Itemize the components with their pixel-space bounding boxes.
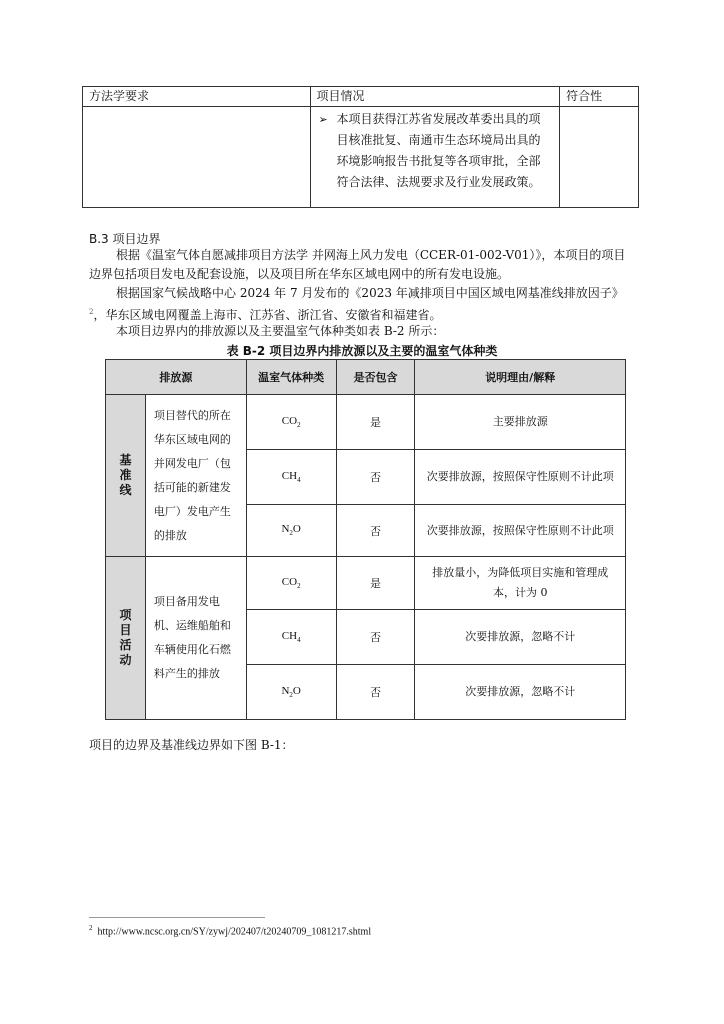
paragraph-grid-factor-text: 根据国家气候战略中心 2024 年 7 月发布的《2023 年减排项目中国区域电网基准线排放因子》 [116,286,624,300]
figure-intro: 项目的边界及基准线边界如下图 B-1： [89,738,294,752]
footnote-url[interactable]: http://www.ncsc.org.cn/SY/zywj/202407/t20240709_1081217.shtml [97,926,372,938]
method-requirement-cell [83,107,311,208]
header-method-requirement: 方法学要求 [83,87,311,107]
project-status-cell [310,107,560,208]
paragraph-boundary: 根据《温室气体自愿减排项目方法学 并网海上风力发电（CCER-01-002-V01）》，本项目的项目边界包括项目发电及配套设施，以及项目所在华东区域电网中的所有发电设施。 [89,248,626,281]
gas-cell: $N_2O$ [246,665,336,720]
table-header-row [83,87,639,107]
header-compliance: 符合性 [560,87,639,107]
header-explanation: 说明理由/解释 [415,360,626,395]
table-header-row [106,360,626,395]
source-description-baseline: 项目替代的所在华东区域电网的并网发电厂（包括可能的新建发电厂）发电产生的排放 [145,395,246,557]
paragraph-grid-coverage: ，华东区域电网覆盖上海市、江苏省、浙江省、安徽省和福建省。 [93,308,442,322]
reason-cell: 主要排放源 [415,395,626,450]
source-description-project: 项目备用发电机、运维船舶和车辆使用化石燃料产生的排放 [145,557,246,720]
reason-cell: 次要排放源，按照保守性原则不计此项 [415,505,626,557]
included-cell: 是 [336,557,415,610]
method-requirements-table [82,86,639,208]
reason-cell: 次要排放源，忽略不计 [415,610,626,665]
included-cell: 否 [336,610,415,665]
arrow-bullet-icon: ➢ [318,113,328,126]
footnote-number: 2 [89,924,93,932]
gas-cell: $CH_4$ [246,610,336,665]
reason-cell: 次要排放源，忽略不计 [415,665,626,720]
group-label-baseline: 基准线 [106,395,146,557]
table-caption: 表 B-2 项目边界内排放源以及主要的温室气体种类 [226,344,498,358]
footnote [89,924,371,937]
included-cell: 否 [336,450,415,505]
group-label-project-activity: 项目活动 [106,557,146,720]
included-cell: 是 [336,395,415,450]
table-row [83,107,639,208]
table-row [106,395,626,450]
header-gas-type: 温室气体种类 [246,360,336,395]
header-included: 是否包含 [336,360,415,395]
header-project-status: 项目情况 [310,87,560,107]
footnote-ref: 2 [89,308,94,316]
header-emission-source: 排放源 [106,360,247,395]
reason-cell: 次要排放源，按照保守性原则不计此项 [415,450,626,505]
paragraph-table-intro: 本项目边界内的排放源以及主要温室气体种类如表 B-2 所示： [116,324,445,338]
compliance-cell [560,107,639,208]
gas-cell: $CO_2$ [246,395,336,450]
gas-cell: $CH_4$ [246,450,336,505]
included-cell: 否 [336,665,415,720]
gas-cell: $N_2O$ [246,505,336,557]
emission-sources-table [105,359,626,720]
section-title: B.3 项目边界 [89,232,161,246]
table-row [106,557,626,610]
reason-cell: 排放量小，为降低项目实施和管理成本，计为 0 [415,557,626,610]
bullet-text: 本项目获得江苏省发展改革委出具的项目核准批复、南通市生态环境局出具的环境影响报告书批复等各项审批，全部符合法律、法规要求及行业发展政策。 [336,112,541,189]
paragraph-grid-factor [89,284,635,325]
included-cell: 否 [336,505,415,557]
gas-cell: $CO_2$ [246,557,336,610]
footnote-divider [89,917,265,918]
